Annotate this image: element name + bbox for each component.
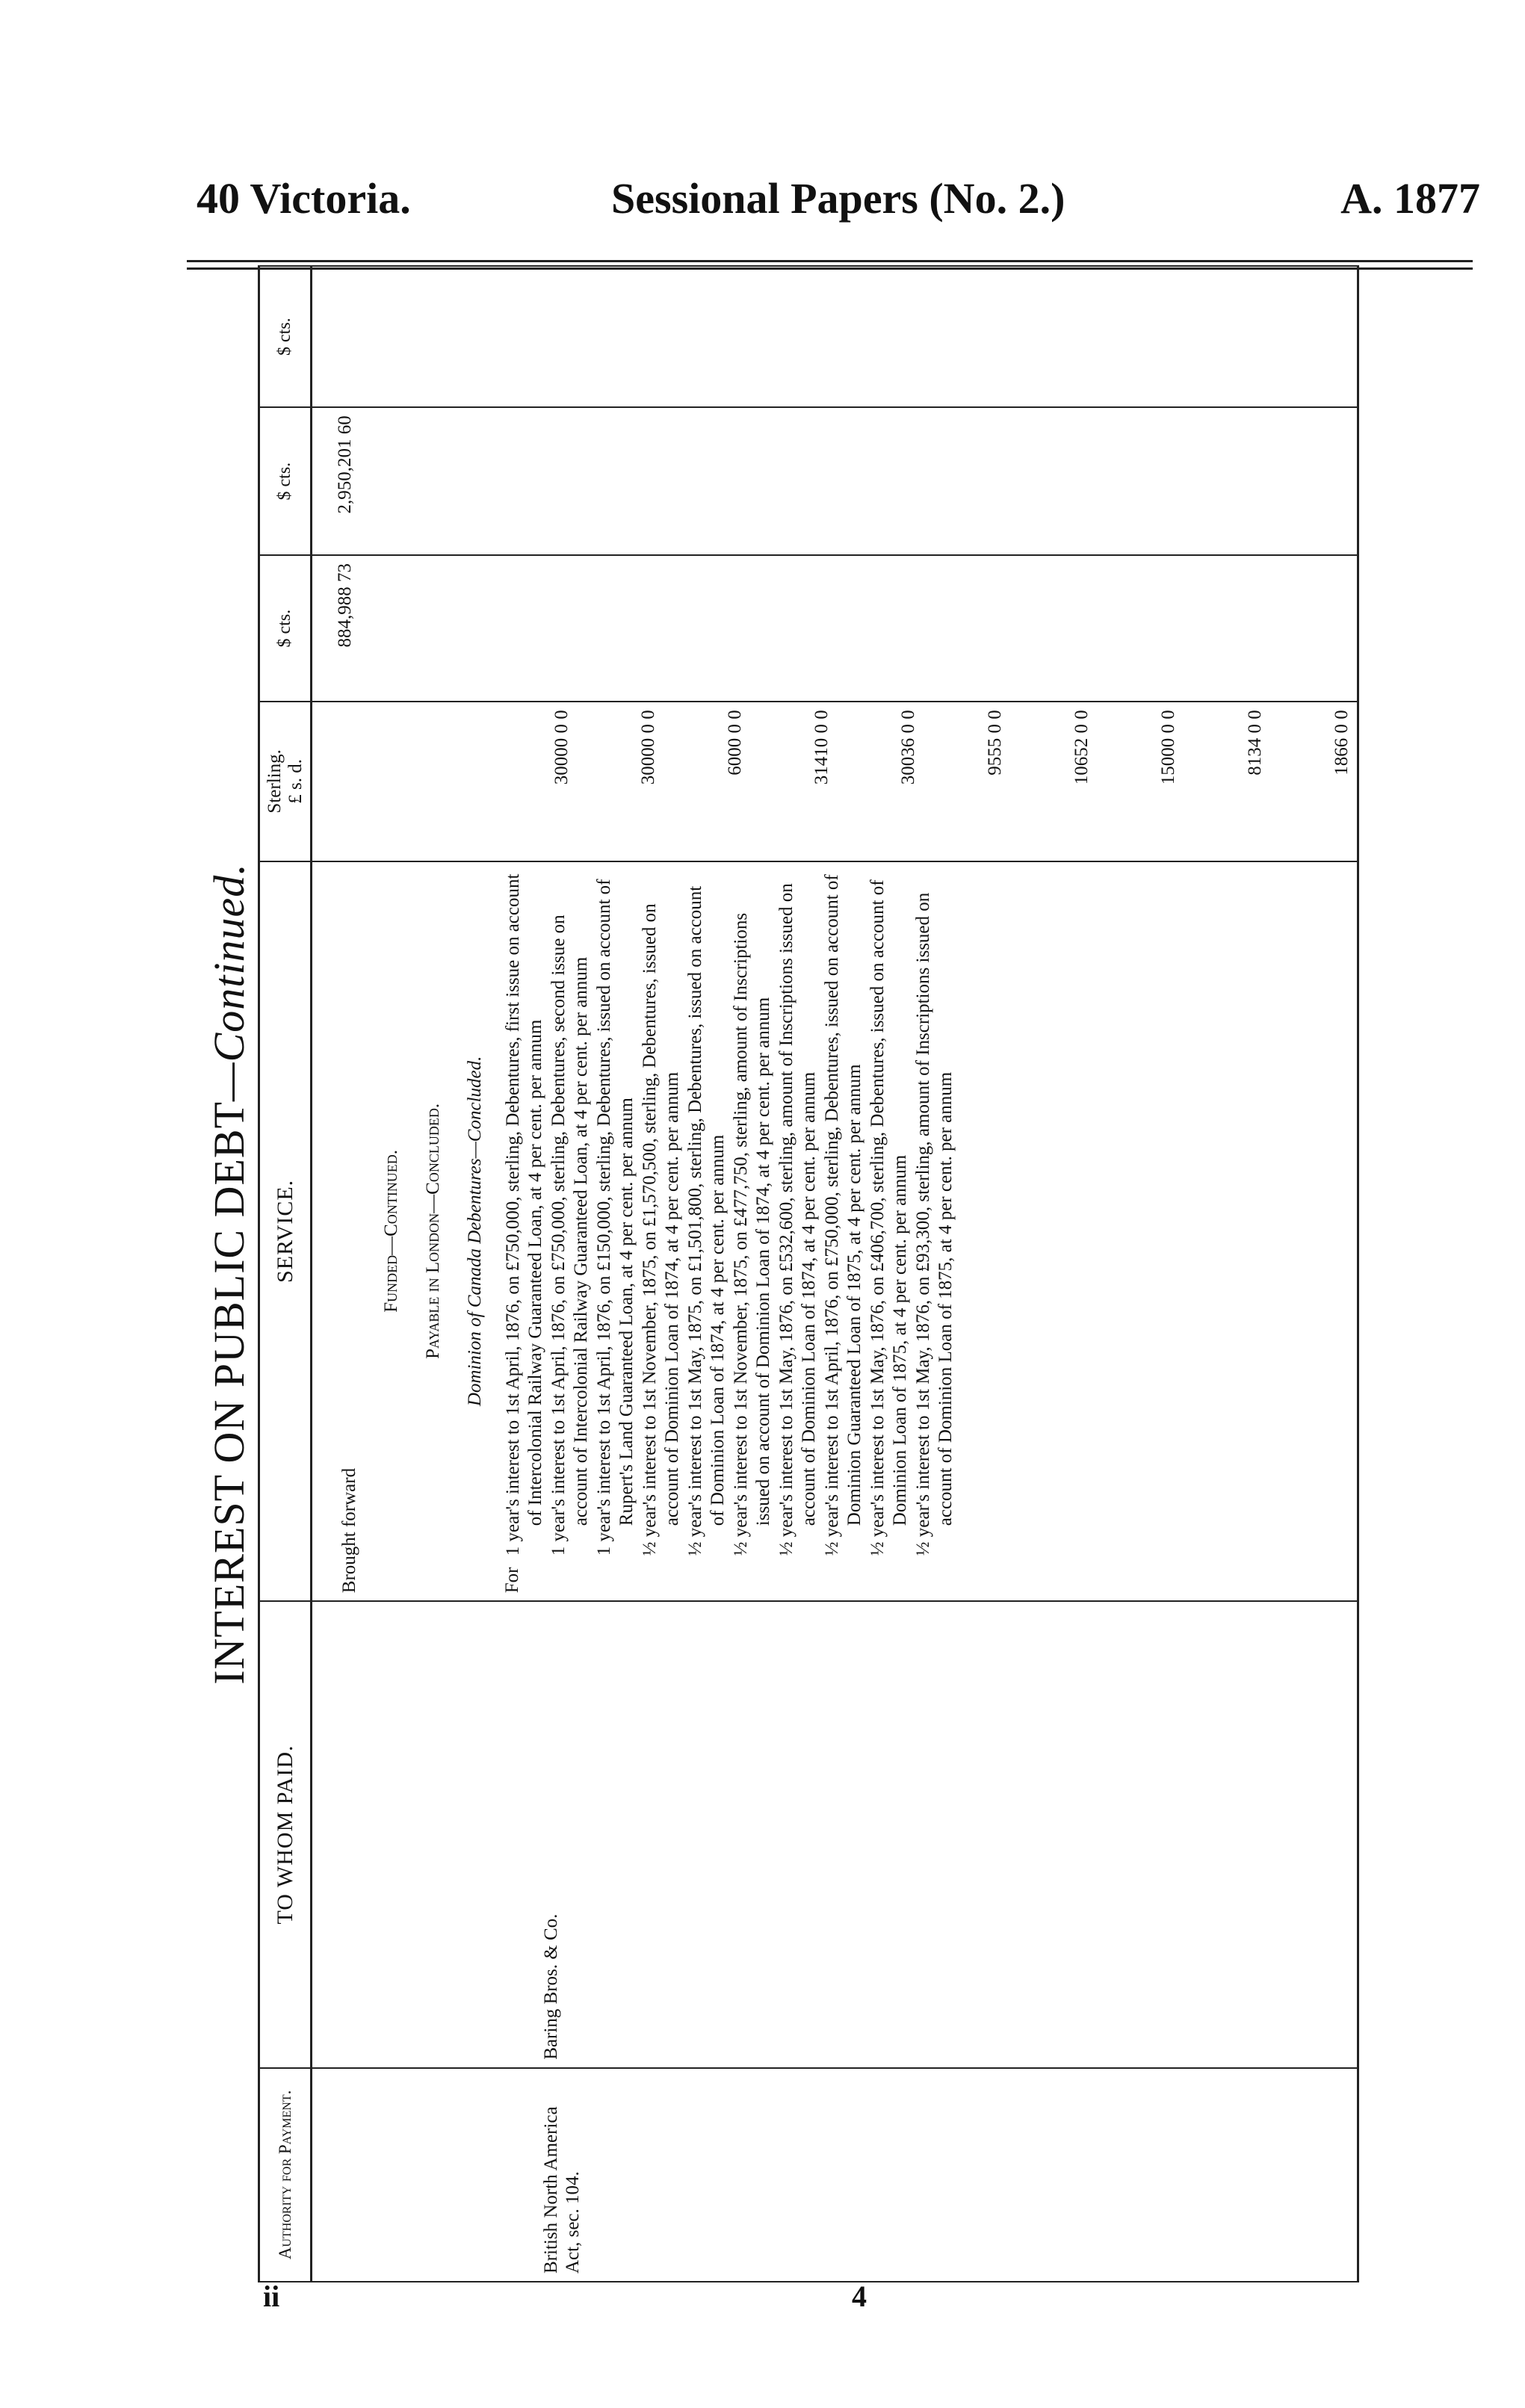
- col-sterling-label: Sterling.: [265, 749, 285, 814]
- service-entry-4: ½ year's interest to 1st November, 1875, on £1,570,500, sterling, Debentures, issued on account of Dominion Loan of 1874, at 4 per cent. per annum: [640, 903, 682, 1556]
- header-sessional-papers: Sessional Papers (No. 2.): [611, 174, 1065, 223]
- col-dollars-2: $ cts.: [259, 407, 312, 555]
- col-sterling-units: £ s. d.: [285, 758, 306, 804]
- sterling-value-2: 30000 0 0: [638, 710, 658, 785]
- col-dollars-3: $ cts.: [259, 266, 312, 407]
- col-to-whom-paid: TO WHOM PAID.: [259, 1601, 312, 2068]
- table-title-continued: —Continued.: [205, 863, 253, 1101]
- col-authority: Authority for Payment.: [259, 2068, 312, 2282]
- payee-cell: [312, 1601, 1358, 2068]
- col-sterling: [259, 702, 312, 861]
- rotated-table-page: [183, 265, 1476, 2282]
- sterling-value-10: 1866 0 0: [1331, 710, 1352, 776]
- dollars-2-cell: [312, 407, 1358, 555]
- section-payable-london: Payable in London—Concluded.: [423, 1103, 443, 1359]
- authority-cell: [312, 2068, 1358, 2282]
- sterling-value-4: 31410 0 0: [811, 710, 832, 785]
- service-entry-10: ½ year's interest to 1st May, 1876, on £93,300, sterling, amount of Inscriptions issued on account of Dominion Loan of 1875, at 4 per cent. per annum: [913, 892, 956, 1556]
- section-funded: Funded—Continued.: [381, 1149, 401, 1313]
- col-service: SERVICE.: [259, 861, 312, 1602]
- interest-table: [258, 265, 1359, 2282]
- service-entry-8: ½ year's interest to 1st April, 1876, on £750,000, sterling, Debentures, issued on account of Dominion Guaranteed Loan of 1875, at 4 per cent. per annum: [822, 874, 864, 1556]
- brought-forward-amount-1: 884,988 73: [335, 563, 355, 648]
- sterling-value-3: 6000 0 0: [725, 710, 745, 776]
- service-entry-1: 1 year's interest to 1st April, 1876, on £750,000, sterling, Debentures, first issue on account of Intercolonial Railway Guaranteed Loan, at 4 per cent. per annum: [503, 873, 545, 1556]
- service-entry-2: 1 year's interest to 1st April, 1876, on £750,000, sterling, Debentures, second issue on account of Intercolonial Railway Guaranteed Loan, at 4 per cent. per annum: [548, 914, 591, 1556]
- service-entry-7: ½ year's interest to 1st May, 1876, on £532,600, sterling, amount of Inscriptions issued on account of Dominion Loan of 1874, at 4 per cent. per annum: [776, 883, 819, 1556]
- sterling-value-1: 30000 0 0: [551, 710, 572, 785]
- service-entry-3: 1 year's interest to 1st April, 1876, on £150,000, sterling, Debentures, issued on account of Rupert's Land Guaranteed Loan, at 4 per cent. per annum: [594, 879, 637, 1556]
- sterling-value-7: 10652 0 0: [1071, 710, 1092, 785]
- section-dominion-debentures: Dominion of Canada Debentures—Concluded.: [465, 1056, 485, 1407]
- brought-forward-amount-2: 2,950,201 60: [335, 415, 355, 514]
- payee-name: Baring Bros. & Co.: [541, 1913, 561, 2060]
- sterling-cell: [312, 702, 1358, 861]
- sterling-value-5: 30036 0 0: [898, 710, 918, 785]
- header-session: 40 Victoria.: [197, 174, 411, 223]
- dollars-1-cell: [312, 555, 1358, 702]
- for-label: For: [502, 1567, 522, 1594]
- service-entry-5: ½ year's interest to 1st May, 1875, on £1,501,800, sterling, Debentures, issued on account of Dominion Loan of 1874, at 4 per cent. per annum: [685, 885, 728, 1556]
- brought-forward-label: Brought forward: [339, 1467, 359, 1594]
- dollars-3-cell: [312, 266, 1358, 407]
- service-entry-6: ½ year's interest to 1st November, 1875, on £477,750, sterling, amount of Inscriptions issued on account of Dominion Loan of 1874, at 4 per cent. per annum: [731, 912, 773, 1556]
- table-header-row: [259, 266, 312, 2282]
- sterling-value-9: 8134 0 0: [1245, 710, 1265, 776]
- footer-page-number: 4: [852, 2279, 867, 2313]
- service-entry-9: ½ year's interest to 1st May, 1876, on £406,700, sterling, Debentures, issued on account of Dominion Loan of 1875, at 4 per cent. per annum: [867, 879, 910, 1556]
- table-body-row: [312, 266, 1358, 2282]
- sterling-value-6: 9555 0 0: [985, 710, 1005, 776]
- header-year: A. 1877: [1340, 174, 1480, 223]
- header-rule-top: [187, 260, 1473, 262]
- table-title: [204, 265, 254, 2282]
- sterling-value-8: 15000 0 0: [1158, 710, 1178, 785]
- table-title-main: INTEREST ON PUBLIC DEBT: [205, 1101, 253, 1685]
- authority-text: British North America Act, sec. 104.: [541, 2106, 583, 2274]
- service-cell: [312, 861, 1358, 1602]
- footer-roman-page: ii: [263, 2279, 280, 2313]
- col-dollars-1: $ cts.: [259, 555, 312, 702]
